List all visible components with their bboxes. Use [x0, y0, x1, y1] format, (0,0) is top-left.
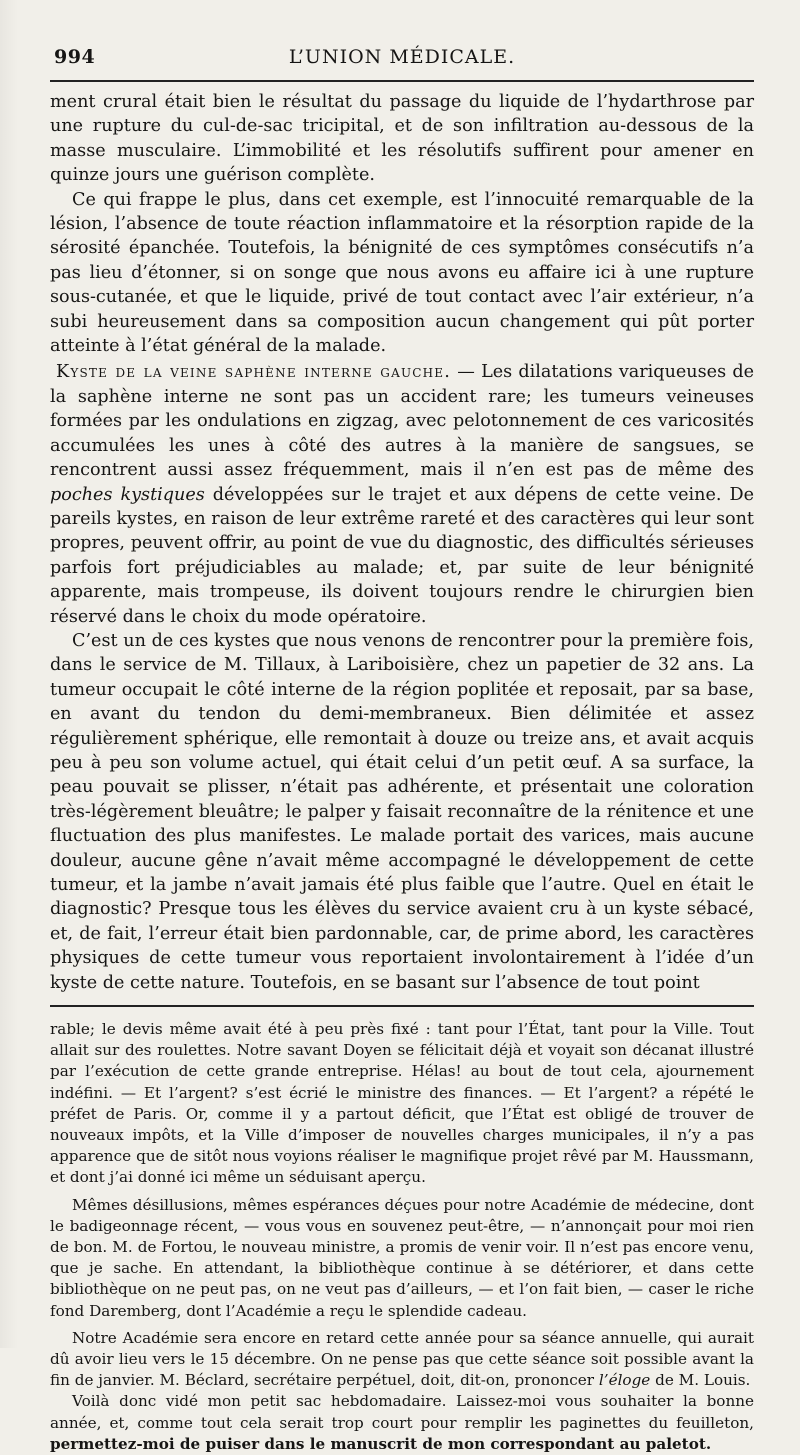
feuilleton-section [50, 1019, 754, 1455]
feuilleton-paragraph-1: rable; le devis même avait été à peu près fixé : tant pour l’État, tant pour la Ville. Tout allait sur des roulettes. Notre savant Doyen se félicitait déjà et voyait son décanat illustré par l’exécution de cette grande entreprise. Hélas! au bout de tout cela, ajournement indéfini. — Et l’argent? s’est écrié le ministre des finances. — Et l’argent? a répété le préfet de Paris. Or, comme il y a partout déficit, que l’État est obligé de trouver de nouveaux impôts, et la Ville d’imposer de nouvelles charges municipales, il n’y a pas apparence que de sitôt nous voyions réaliser le magnifique projet rêvé par M. Haussmann, et dont j’ai donné ici même un séduisant aperçu. [50, 1020, 754, 1187]
page-number: 994 [54, 46, 96, 68]
article-body [50, 90, 754, 995]
feuilleton-paragraph-3-text: Notre Académie sera encore en retard cette année pour sa séance annuelle, qui aurait dû avoir lieu vers le 15 décembre. On ne pense pas que cette séance soit possible avant la fin de janvier. M. Béclard, secrétaire perpétuel, doit, dit-on, prononcer [50, 1328, 754, 1390]
feuilleton-paragraph-3-end: de M. Louis. [650, 1371, 751, 1390]
feuilleton-paragraph-2: Mêmes désillusions, mêmes espérances déçues pour notre Académie de médecine, dont le badigeonnage récent, — vous vous en souvenez peut-être, — n’annonçait pour moi rien de bon. M. de Fortou, le nouveau ministre, a promis de venir voir. Il n’est pas encore venu, que je sache. En attendant, la bibliothèque continue à se détériorer, et dans cette bibliothèque on ne peut pas, on ne veut pas d’ailleurs, — et l’on fait bien, — caser le riche fond Daremberg, dont l’Académie a reçu le splendide cadeau. [50, 1195, 754, 1320]
article-paragraph-1: ment crural était bien le résultat du passage du liquide de l’hydarthrose par une rupture du cul-de-sac tricipital, et de son infiltration au-dessous de la masse musculaire. L’immobilité et les résolutifs suffirent pour amener en quinze jours une guérison complète. [50, 92, 754, 186]
feuilleton-italic-eloge: l’éloge [598, 1371, 651, 1390]
page-header [50, 0, 754, 82]
feuilleton-paragraph-4-text: Voilà donc vidé mon petit sac hebdomadaire. Laissez-moi vous souhaiter la bonne année, et, comme tout cela serait trop court pour remplir les paginettes du feuilleton, [50, 1392, 754, 1432]
feuilleton-paragraph-4 [50, 1391, 754, 1455]
feuilleton-divider [50, 1005, 754, 1007]
feuilleton-paragraph-3 [50, 1328, 754, 1392]
section-italic-term: poches kystiques [50, 484, 205, 505]
running-title: L’UNION MÉDICALE. [288, 46, 516, 68]
section-text-before-italic: — Les dilatations variqueuses de la saphène interne ne sont pas un accident rare; les tumeurs veineuses formées par les ondulations en zigzag, avec pelotonnement de ces varicosités accumulées les unes à côté des autres à la manière de sangsues, se rencontrent aussi assez fréquemment, mais il n’en est pas de même des [50, 362, 754, 481]
article-paragraph-3 [50, 360, 754, 628]
feuilleton-paragraph-4-bold: permettez-moi de puiser dans le manuscrit de mon correspondant au paletot. [50, 1434, 712, 1453]
section-heading-kyste-saphene: Kyste de la veine saphène interne gauche. [56, 362, 452, 383]
article-paragraph-2: Ce qui frappe le plus, dans cet exemple, est l’innocuité remarquable de la lésion, l’absence de toute réaction inflammatoire et la résorption rapide de la sérosité épanchée. Toutefois, la bénignité de ces symptômes consécutifs n’a pas lieu d’étonner, si on songe que nous avons eu affaire ici à une rupture sous-cutanée, et que le liquide, privé de tout contact avec l’air extérieur, n’a subi heureusement dans sa composition aucun changement qui pût porter atteinte à l’état général de la malade. [50, 189, 754, 357]
article-paragraph-4: C’est un de ces kystes que nous venons de rencontrer pour la première fois, dans le service de M. Tillaux, à Lariboisière, chez un papetier de 32 ans. La tumeur occupait le côté interne de la région poplitée et reposait, par sa base, en avant du tendon du demi-membraneux. Bien délimitée et assez régulièrement sphérique, elle remontait à douze ou treize ans, et avait acquis peu à peu son volume actuel, qui était celui d’un petit œuf. A sa surface, la peau pouvait se plisser, n’était pas adhérente, et présentait une coloration très-légèrement bleuâtre; le palper y faisait reconnaître de la rénitence et une fluctuation des plus manifestes. Le malade portait des varices, mais aucune douleur, aucune gêne n’avait même accompagné le développement de cette tumeur, et la jambe n’avait jamais été plus faible que l’autre. Quel en était le diagnostic? Presque tous les élèves du service avaient cru à un kyste sébacé, et, de fait, l’erreur était bien pardonnable, car, de prime abord, les caractères physiques de cette tumeur vous reportaient involontairement à l’idée d’un kyste de cette nature. Toutefois, en se basant sur l’absence de tout point [50, 630, 754, 993]
section-text-after-italic: développées sur le trajet et aux dépens de cette veine. De pareils kystes, en raison de leur extrême rareté et des caractères qui leur sont propres, peuvent offrir, au point de vue du diagnostic, des difficultés sérieuses parfois fort préjudiciables au malade; et, par suite de leur bénignité apparente, mais trompeuse, ils doivent toujours rendre le chirurgien bien réservé dans le choix du mode opératoire. [50, 484, 754, 627]
